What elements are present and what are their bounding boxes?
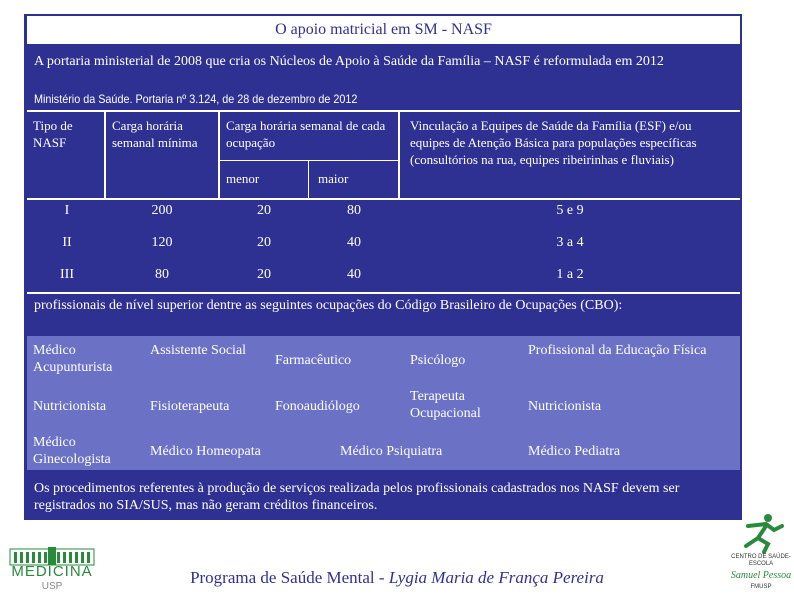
row-menor: 20 xyxy=(257,203,271,218)
row-maior: 40 xyxy=(347,267,361,282)
header-carga-minima: Carga horária semanal mínima xyxy=(112,118,198,150)
professional-item: Profissional da Educação Física xyxy=(528,343,707,358)
row-tipo: II xyxy=(62,235,72,250)
professional-item: Médico Pediatra xyxy=(528,444,621,459)
row-menor: 20 xyxy=(257,267,271,282)
footer-author: Lygia Maria de França Pereira xyxy=(388,568,604,587)
row-maior: 80 xyxy=(347,203,361,218)
professional-item: Assistente Social xyxy=(150,343,247,358)
professional-item: Fonoaudiólogo xyxy=(275,399,360,414)
row-vinculacao: 1 a 2 xyxy=(556,267,584,282)
logo-left-text: MEDICINA xyxy=(11,563,93,580)
footer-program: Programa de Saúde Mental xyxy=(190,568,375,587)
header-tipo: Tipo de NASF xyxy=(33,118,73,150)
header-menor: menor xyxy=(226,171,260,186)
footer-separator: - xyxy=(374,568,389,587)
row-minima: 80 xyxy=(155,267,169,282)
intro-source: Ministério da Saúde. Portaria nº 3.124, de 28 de dezembro de 2012 xyxy=(34,92,358,106)
header-vinculacao: Vinculação a Equipes de Saúde da Família (ESF) e/ou equipes de Atenção Básica para populações específicas (consultórios na rua, equipes ribeirinhas e fluviais) xyxy=(410,118,697,167)
professional-item: Fisioterapeuta xyxy=(150,399,230,414)
procedures-text: Os procedimentos referentes à produção de serviços realizada pelos profissionais cadastrados nos NASF devem ser registrados no SIA/SUS, mas não geram créditos financeiros. xyxy=(34,481,680,513)
table-divider xyxy=(104,112,106,198)
intro-text: A portaria ministerial de 2008 que cria os Núcleos de Apoio à Saúde da Família – NASF é reformulada em 2012 xyxy=(34,54,664,69)
table-divider xyxy=(220,160,398,161)
header-carga-ocupacao: Carga horária semanal de cada ocupação xyxy=(226,118,386,150)
professional-item: Psicólogo xyxy=(410,353,466,368)
logo-left-sub: USP xyxy=(41,581,63,592)
professional-item: Médico Homeopata xyxy=(150,444,261,459)
row-maior: 40 xyxy=(347,235,361,250)
divider-line xyxy=(27,110,740,112)
table-divider xyxy=(398,112,400,198)
professionals-intro: profissionais de nível superior dentre as seguintes ocupações do Código Brasileiro de Ocupações (CBO): xyxy=(34,298,623,313)
professional-item: Farmacêutico xyxy=(275,353,352,368)
row-vinculacao: 3 a 4 xyxy=(556,235,584,250)
row-tipo: III xyxy=(60,267,74,282)
professional-item: Médico Psiquiatra xyxy=(340,444,443,459)
row-minima: 120 xyxy=(151,235,173,250)
professional-item: Terapeuta Ocupacional xyxy=(410,389,481,421)
row-vinculacao: 5 e 9 xyxy=(556,203,584,218)
slide-title: O apoio matricial em SM - NASF xyxy=(27,16,740,44)
professional-item: Nutricionista xyxy=(33,399,107,414)
medicina-logo xyxy=(6,545,98,595)
logo-right-sub: FMUSP xyxy=(750,584,772,590)
running-figure-icon xyxy=(728,512,794,554)
footer xyxy=(0,568,794,588)
professional-item: Médico Acupunturista xyxy=(33,343,113,375)
header-maior: maior xyxy=(318,171,349,186)
professional-item: Médico Ginecologista xyxy=(33,435,111,467)
logo-right-name: Samuel Pessoa xyxy=(730,570,792,581)
logo-right-top: CENTRO DE SAÚDE-ESCOLA xyxy=(731,554,791,567)
professional-item: Nutricionista xyxy=(528,399,602,414)
divider-line xyxy=(27,292,740,294)
divider-line xyxy=(27,198,740,200)
row-tipo: I xyxy=(64,203,70,218)
row-menor: 20 xyxy=(257,235,271,250)
row-minima: 200 xyxy=(151,203,173,218)
centro-saude-escola-logo xyxy=(728,512,794,595)
table-divider xyxy=(308,161,309,198)
